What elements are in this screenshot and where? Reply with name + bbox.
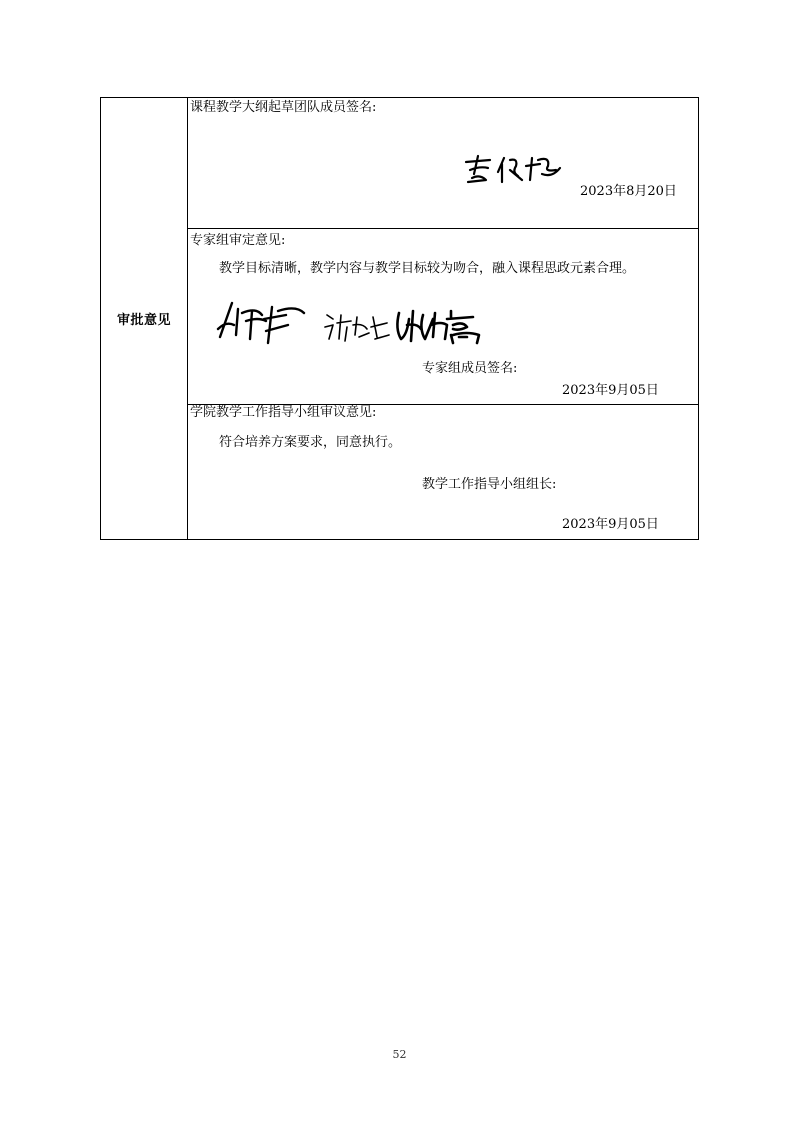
- expert-group-date: 2023年9月05日: [562, 383, 659, 398]
- drafting-team-date: 2023年8月20日: [580, 184, 677, 199]
- college-group-section: [188, 405, 698, 541]
- page-number: 52: [392, 1048, 407, 1061]
- expert-signature-2: [323, 309, 393, 345]
- college-group-heading: 学院教学工作指导小组审议意见:: [190, 405, 377, 420]
- approval-label: 审批意见: [116, 313, 171, 328]
- expert-signature-3: [393, 305, 493, 347]
- approval-table: [100, 97, 699, 540]
- college-group-date: 2023年9月05日: [562, 517, 659, 532]
- expert-group-signer-label: 专家组成员签名:: [422, 361, 518, 376]
- drafting-team-heading: 课程教学大纲起草团队成员签名:: [190, 100, 377, 115]
- drafting-team-signature: [460, 150, 570, 190]
- expert-group-section: [188, 229, 698, 405]
- approval-label-cell: [101, 98, 188, 539]
- college-group-leader-label: 教学工作指导小组组长:: [422, 477, 557, 492]
- expert-group-opinion: 教学目标清晰，教学内容与教学目标较为吻合，融入课程思政元素合理。: [219, 261, 636, 276]
- expert-group-heading: 专家组审定意见:: [190, 233, 286, 248]
- college-group-opinion: 符合培养方案要求，同意执行。: [219, 435, 402, 450]
- expert-signature-1: [216, 299, 316, 349]
- drafting-team-section: [188, 98, 698, 229]
